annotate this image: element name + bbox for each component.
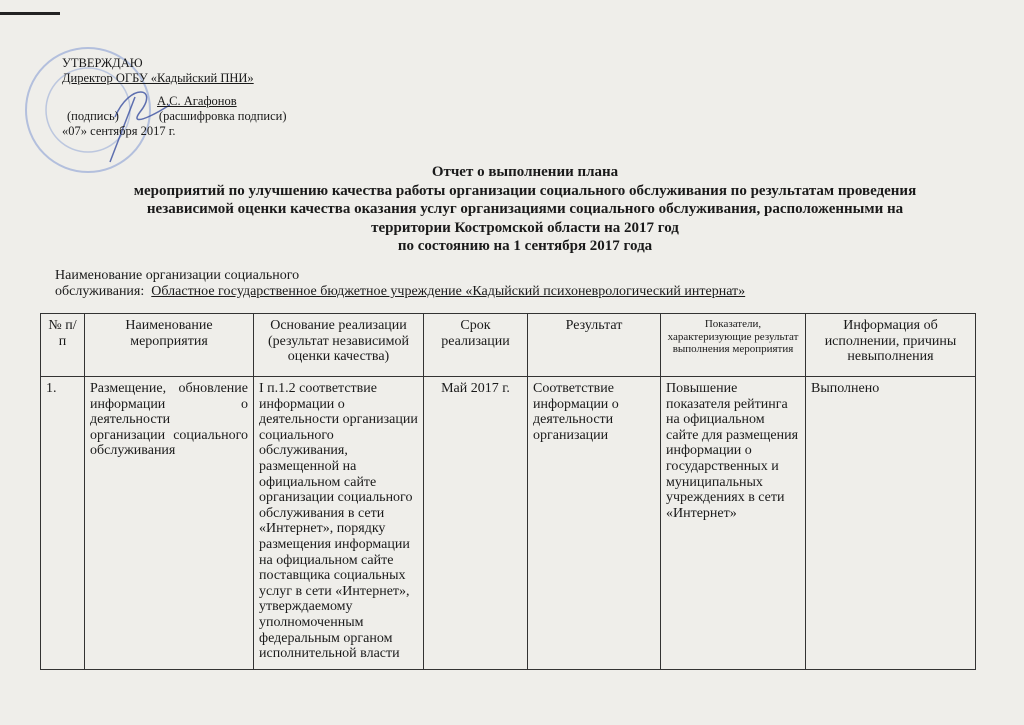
org-name: Областное государственное бюджетное учреждение «Кадыйский психоневрологический интернат» <box>151 284 746 299</box>
report-table <box>40 313 976 670</box>
approval-date: «07» сентября 2017 г. <box>62 124 176 138</box>
title-line: Отчет о выполнении плана <box>431 164 619 180</box>
title-line: территории Костромской области на 2017 год <box>371 219 679 236</box>
org-label-line2: обслуживания: <box>55 284 145 299</box>
title-line: независимой оценки качества оказания услуг организациями социального обслуживания, расположенными на <box>146 201 904 217</box>
cell-deadline: Май 2017 г. <box>424 377 528 670</box>
header-deadline: Срок реализации <box>424 314 528 377</box>
approval-position: Директор ОГБУ «Кадыйский ПНИ» <box>62 71 254 85</box>
scan-edge-mark <box>0 12 60 15</box>
cell-status: Выполнено <box>806 377 976 670</box>
cell-result: Соответствие информации о деятельности организации <box>528 377 661 670</box>
cell-basis: I п.1.2 соответствие информации о деятельности организации социального обслуживания, размещенной на официальном сайте организации социального обслуживания в сети «Интернет», порядку размещения информации на официальном сайте поставщика социальных услуг в сети «Интернет», утверждаемому уполномоченным федеральным органом исполнительной власти <box>254 377 424 670</box>
approval-name: А.С. Агафонов <box>157 94 237 108</box>
cell-indicators: Повышение показателя рейтинга на официальном сайте для размещения информации о государственных и муниципальных учреждениях в сети «Интернет» <box>661 377 806 670</box>
header-num: № п/п <box>41 314 85 377</box>
document-title <box>60 163 990 256</box>
header-indicators: Показатели, характеризующие результат выполнения мероприятия <box>661 314 806 377</box>
signature-label: (подпись) <box>67 109 119 123</box>
table-row <box>41 377 976 670</box>
cell-num: 1. <box>41 377 85 670</box>
cell-name: Размещение, обновление информации о деятельности организации социального обслуживания <box>85 377 254 670</box>
title-line: по состоянию на 1 сентября 2017 года <box>397 238 653 254</box>
title-line: мероприятий по улучшению качества работы организации социального обслуживания по результатам проведения <box>133 182 917 199</box>
header-result: Результат <box>528 314 661 377</box>
table-header-row <box>41 314 976 377</box>
approval-block <box>62 56 287 139</box>
header-basis: Основание реализации (результат независимой оценки качества) <box>254 314 424 377</box>
organization-block <box>55 268 745 300</box>
header-status: Информация об исполнении, причины невыполнения <box>806 314 976 377</box>
header-name: Наименование мероприятия <box>85 314 254 377</box>
org-label-line1: Наименование организации социального <box>55 268 300 283</box>
decode-label: (расшифровка подписи) <box>158 109 287 123</box>
approval-heading: УТВЕРЖДАЮ <box>62 56 143 70</box>
